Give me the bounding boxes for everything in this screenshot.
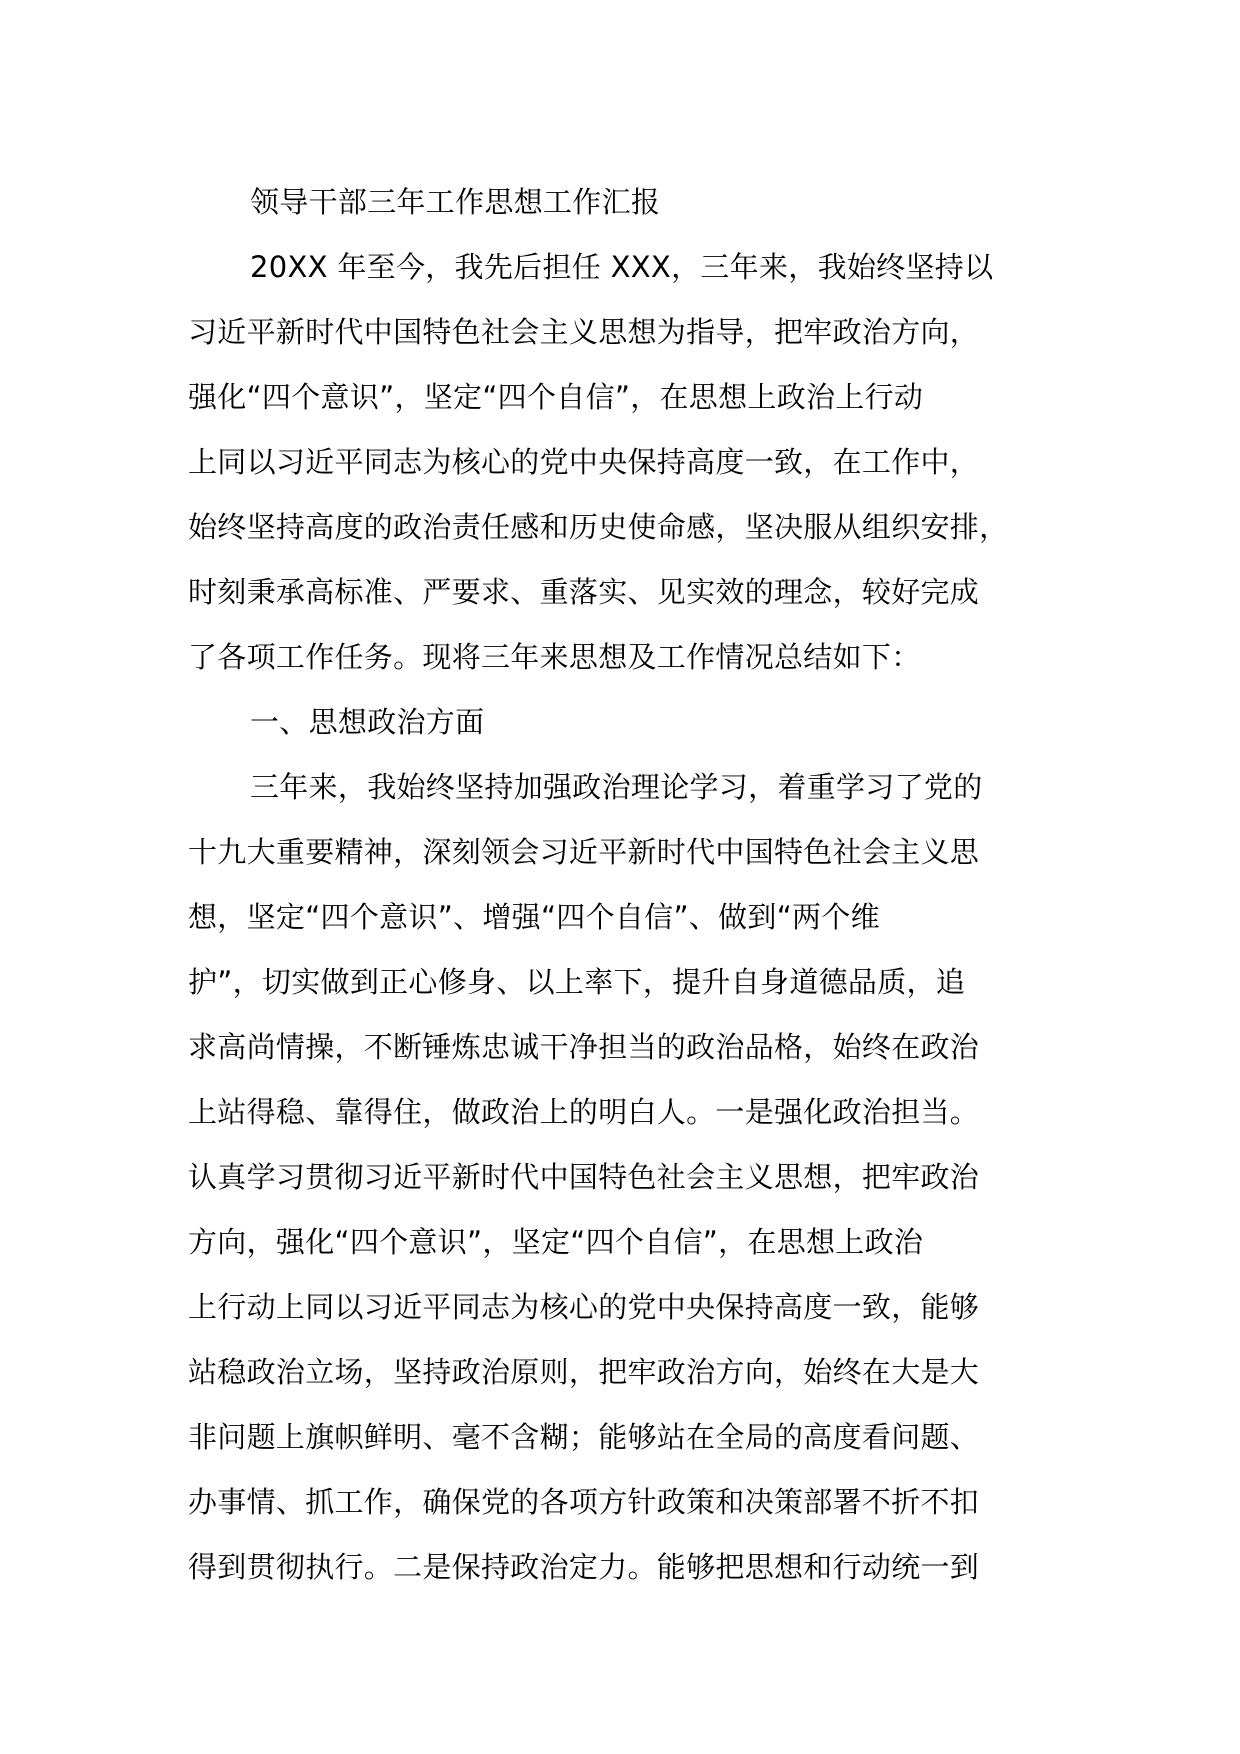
intro-line: 上同以习近平同志为核心的党中央保持高度一致，在工作中， (188, 445, 980, 479)
body-line: 认真学习贯彻习近平新时代中国特色社会主义思想，把牢政治 (188, 1160, 980, 1194)
body-line: 护”，切实做到正心修身、以上率下，提升自身道德品质，追 (188, 965, 966, 999)
document-body (188, 170, 1068, 1600)
intro-line: 强化“四个意识”，坚定“四个自信”，在思想上政治上行动 (188, 380, 924, 414)
body-line: 三年来，我始终坚持加强政治理论学习，着重学习了党的 (250, 770, 983, 804)
body-line: 站稳政治立场，坚持政治原则，把牢政治方向，始终在大是大 (188, 1355, 980, 1389)
body-line: 办事情、抓工作，确保党的各项方针政策和决策部署不折不扣 (188, 1485, 980, 1519)
body-line: 方向，强化“四个意识”，坚定“四个自信”，在思想上政治 (188, 1225, 924, 1259)
intro-line: 习近平新时代中国特色社会主义思想为指导，把牢政治方向， (188, 315, 980, 349)
body-line: 上站得稳、靠得住，做政治上的明白人。一是强化政治担当。 (188, 1095, 980, 1129)
body-line: 想，坚定“四个意识”、增强“四个自信”、做到“两个维 (188, 900, 880, 934)
body-line: 上行动上同以习近平同志为核心的党中央保持高度一致，能够 (188, 1290, 980, 1324)
intro-line: 了各项工作任务。现将三年来思想及工作情况总结如下： (188, 640, 921, 674)
section-heading: 一、思想政治方面 (250, 705, 485, 739)
intro-line: 20XX 年至今，我先后担任 XXX，三年来，我始终坚持以 (250, 250, 994, 284)
body-line: 非问题上旗帜鲜明、毫不含糊；能够站在全局的高度看问题、 (188, 1420, 980, 1454)
body-line: 十九大重要精神，深刻领会习近平新时代中国特色社会主义思 (188, 835, 980, 869)
intro-line: 时刻秉承高标准、严要求、重落实、见实效的理念，较好完成 (188, 575, 980, 609)
document-title: 领导干部三年工作思想工作汇报 (250, 185, 661, 219)
intro-line: 始终坚持高度的政治责任感和历史使命感，坚决服从组织安排， (188, 510, 1009, 544)
body-line: 得到贯彻执行。二是保持政治定力。能够把思想和行动统一到 (188, 1550, 980, 1584)
body-line: 求高尚情操，不断锤炼忠诚干净担当的政治品格，始终在政治 (188, 1030, 980, 1064)
